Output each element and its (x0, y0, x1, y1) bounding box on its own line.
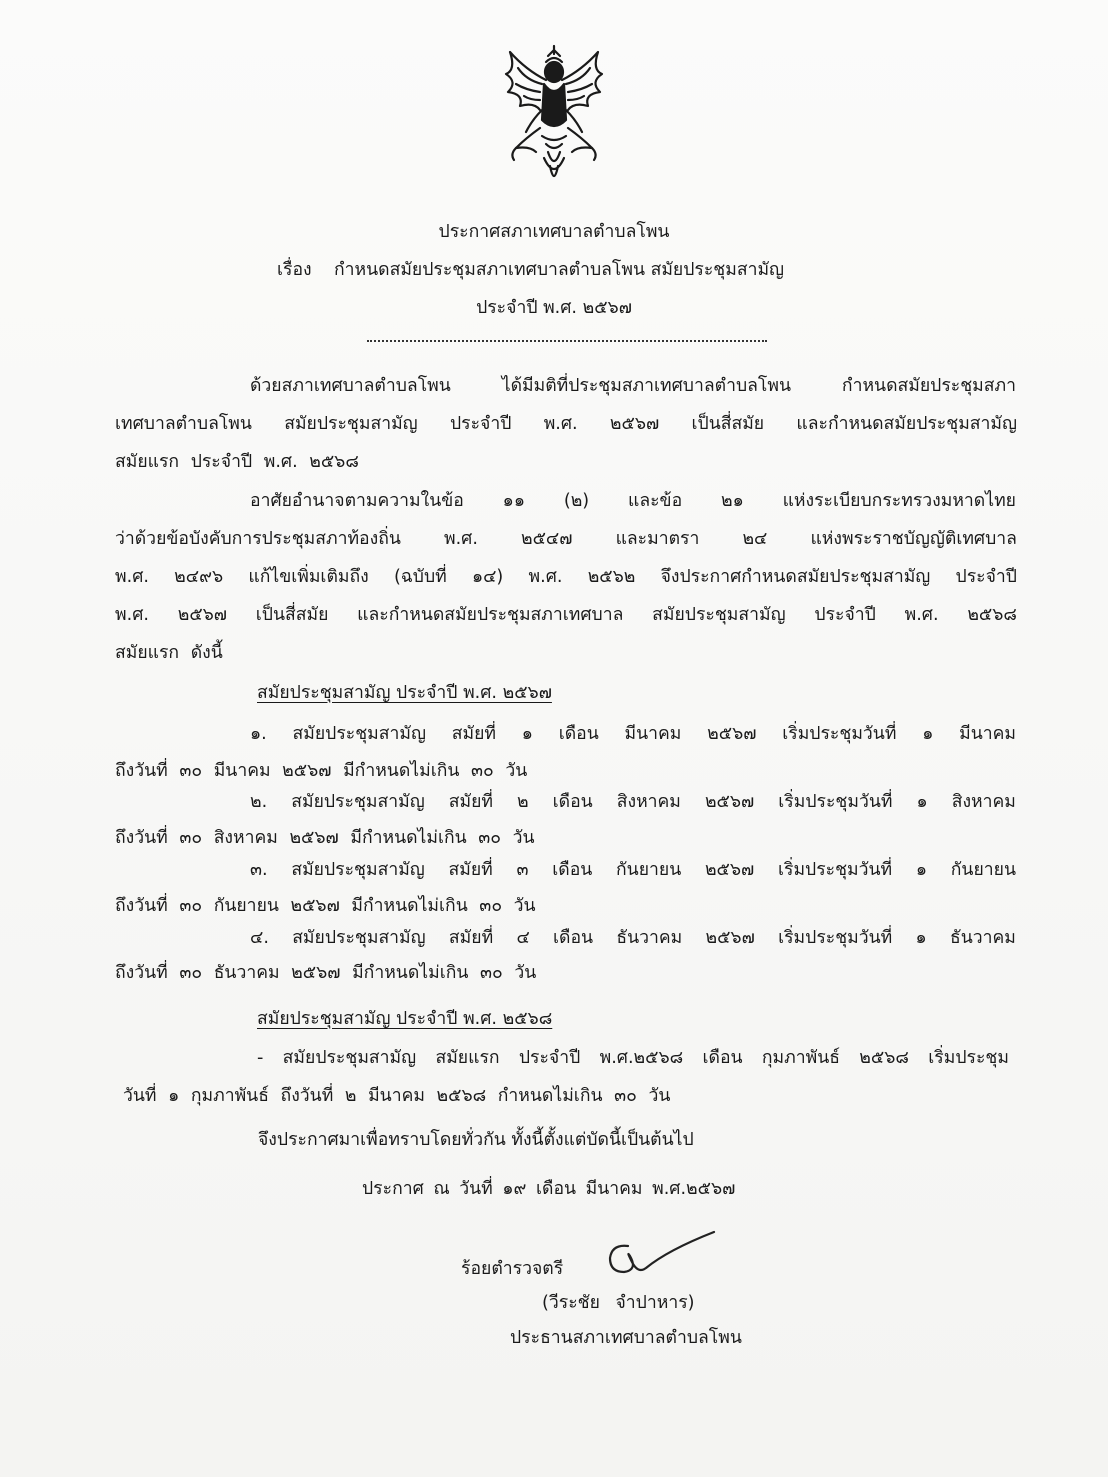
session-2568-item-end: วันที่ ๑ กุมภาพันธ์ ถึงวันที่ ๒ มีนาคม ๒๕๖๘ กำหนดไม่เกิน ๓๐ วัน (123, 1086, 671, 1106)
session-item-2: ๒. สมัยประชุมสามัญ สมัยที่ ๒ เดือน สิงหาคม ๒๕๖๗ เริ่มประชุมวันที่ ๑ สิงหาคม (250, 792, 1016, 812)
header-divider (367, 340, 767, 342)
session-item-1-end: ถึงวันที่ ๓๐ มีนาคม ๒๕๖๗ มีกำหนดไม่เกิน ๓๐ วัน (115, 761, 528, 781)
subject-year: ประจำปี พ.ศ. ๒๕๖๗ (476, 298, 632, 318)
session-item-4: ๔. สมัยประชุมสามัญ สมัยที่ ๔ เดือน ธันวาคม ๒๕๖๗ เริ่มประชุมวันที่ ๑ ธันวาคม (250, 928, 1016, 948)
subject-line (277, 258, 784, 282)
session-item-3: ๓. สมัยประชุมสามัญ สมัยที่ ๓ เดือน กันยายน ๒๕๖๗ เริ่มประชุมวันที่ ๑ กันยายน (250, 860, 1016, 880)
subject-text: กำหนดสมัยประชุมสภาเทศบาลตำบลโพน สมัยประชุมสามัญ (334, 260, 785, 280)
announcement-date: ประกาศ ณ วันที่ ๑๙ เดือน มีนาคม พ.ศ.๒๕๖๗ (362, 1179, 736, 1199)
session-item-4-end: ถึงวันที่ ๓๐ ธันวาคม ๒๕๖๗ มีกำหนดไม่เกิน ๓๐ วัน (115, 963, 537, 983)
para1-line: ด้วยสภาเทศบาลตำบลโพน ได้มีมติที่ประชุมสภาเทศบาลตำบลโพน กำหนดสมัยประชุมสภา (250, 376, 1016, 396)
signatory-name: (วีระชัย จำปาหาร) (542, 1293, 695, 1313)
closing-announce: จึงประกาศมาเพื่อทราบโดยทั่วกัน ทั้งนี้ตั้งแต่บัดนี้เป็นต้นไป (258, 1130, 694, 1150)
para1-line: สมัยแรก ประจำปี พ.ศ. ๒๕๖๘ (115, 452, 359, 472)
para2-line: พ.ศ. ๒๔๙๖ แก้ไขเพิ่มเติมถึง (ฉบับที่ ๑๔) พ.ศ. ๒๕๖๒ จึงประกาศกำหนดสมัยประชุมสามัญ ประจำปี (115, 567, 1017, 587)
session-item-2-end: ถึงวันที่ ๓๐ สิงหาคม ๒๕๖๗ มีกำหนดไม่เกิน ๓๐ วัน (115, 828, 535, 848)
signatory-rank: ร้อยตำรวจตรี (461, 1259, 564, 1279)
para2-line: ว่าด้วยข้อบังคับการประชุมสภาท้องถิ่น พ.ศ. ๒๕๔๗ และมาตรา ๒๔ แห่งพระราชบัญญัติเทศบาล (115, 529, 1017, 549)
session-item-1: ๑. สมัยประชุมสามัญ สมัยที่ ๑ เดือน มีนาคม ๒๕๖๗ เริ่มประชุมวันที่ ๑ มีนาคม (250, 724, 1016, 744)
para2-line: สมัยแรก ดังนี้ (115, 643, 223, 663)
section-2567-heading: สมัยประชุมสามัญ ประจำปี พ.ศ. ๒๕๖๗ (257, 683, 552, 703)
announcement-title: ประกาศสภาเทศบาลตำบลโพน (438, 222, 670, 242)
subject-label: เรื่อง (277, 260, 312, 280)
para1-line: เทศบาลตำบลโพน สมัยประชุมสามัญ ประจำปี พ.ศ. ๒๕๖๗ เป็นสี่สมัย และกำหนดสมัยประชุมสามัญ (115, 414, 1017, 434)
session-item-3-end: ถึงวันที่ ๓๐ กันยายน ๒๕๖๗ มีกำหนดไม่เกิน ๓๐ วัน (115, 896, 536, 916)
para2-line: อาศัยอำนาจตามความในข้อ ๑๑ (๒) และข้อ ๒๑ แห่งระเบียบกระทรวงมหาดไทย (250, 491, 1016, 511)
session-2568-item: - สมัยประชุมสามัญ สมัยแรก ประจำปี พ.ศ.๒๕๖๘ เดือน กุมภาพันธ์ ๒๕๖๘ เริ่มประชุม (257, 1048, 1009, 1068)
signatory-position: ประธานสภาเทศบาลตำบลโพน (510, 1328, 742, 1348)
para2-line: พ.ศ. ๒๕๖๗ เป็นสี่สมัย และกำหนดสมัยประชุมสภาเทศบาล สมัยประชุมสามัญ ประจำปี พ.ศ. ๒๕๖๘ (115, 605, 1017, 625)
section-2568-heading: สมัยประชุมสามัญ ประจำปี พ.ศ. ๒๕๖๘ (257, 1009, 553, 1029)
signature-icon (598, 1228, 718, 1288)
garuda-emblem-icon (496, 40, 612, 190)
